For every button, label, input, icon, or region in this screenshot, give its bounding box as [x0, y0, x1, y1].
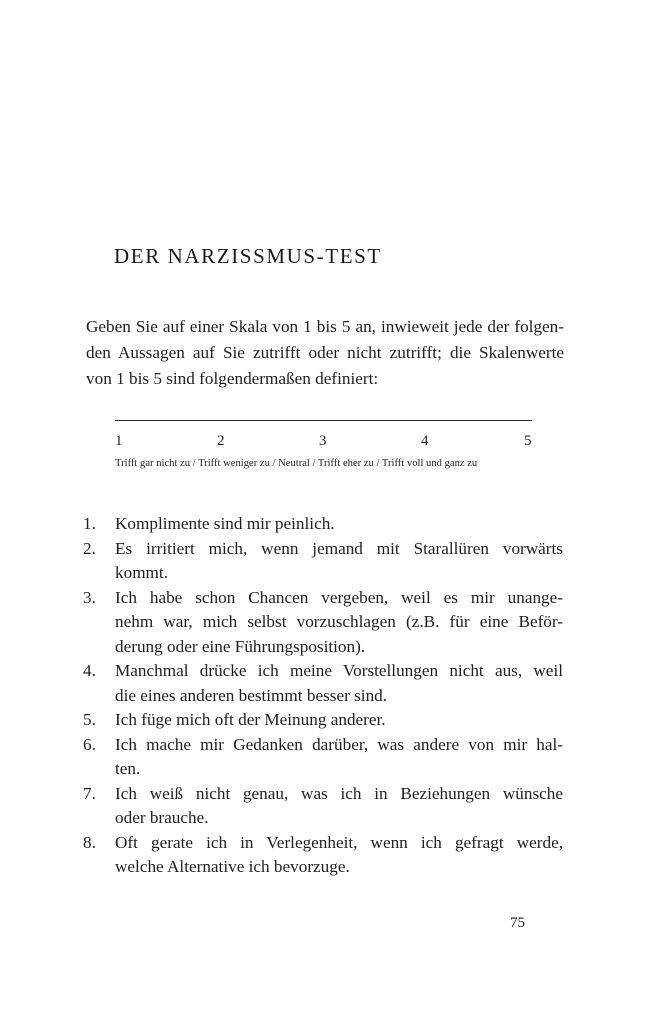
- statement-item: [83, 708, 563, 733]
- statement-text: [115, 831, 563, 880]
- intro-line: von 1 bis 5 sind folgendermaßen definiert:: [86, 369, 379, 388]
- statement-line: Ich habe schon Chancen vergeben, weil es mir unange-: [115, 587, 563, 607]
- statement-item: [83, 659, 563, 708]
- statement-number: 3.: [83, 587, 96, 607]
- statement-number: 4.: [83, 661, 96, 680]
- scale-numbers: [115, 433, 532, 455]
- scale-rule: [115, 420, 532, 421]
- statement-item: [83, 586, 563, 660]
- statement-number: 7.: [83, 783, 96, 803]
- statement-number: 2.: [83, 538, 96, 558]
- statement-line: welche Alternative ich bevorzuge.: [115, 857, 350, 876]
- statement-number: 6.: [83, 734, 96, 754]
- rating-scale: [115, 420, 532, 469]
- statement-number: 5.: [83, 710, 96, 729]
- statement-text: [115, 586, 563, 660]
- statement-line: Oft gerate ich in Verlegenheit, wenn ich gefragt werde,: [115, 832, 563, 852]
- statement-text: [115, 782, 563, 831]
- statement-line: Es irritiert mich, wenn jemand mit Starallüren vorwärts: [115, 538, 563, 558]
- page-title: DER NARZISSMUS-TEST: [114, 244, 382, 268]
- statement-line: kommt.: [115, 563, 168, 582]
- scale-number-4: 4: [421, 433, 429, 449]
- statement-item: [83, 512, 563, 537]
- statement-item: [83, 831, 563, 880]
- statement-text: [115, 708, 563, 733]
- statement-line: die eines anderen bestimmt besser sind.: [115, 685, 388, 705]
- statement-line: nehm war, mich selbst vorzuschlagen (z.B. für eine Beför-: [115, 612, 563, 631]
- statement-line: Komplimente sind mir peinlich.: [115, 514, 335, 533]
- scale-number-2: 2: [217, 433, 225, 449]
- statement-text: [115, 512, 563, 537]
- scale-number-5: 5: [524, 433, 532, 449]
- intro-line: den Aussagen auf Sie zutrifft oder nicht zutrifft; die Skalenwerte: [86, 343, 564, 362]
- statement-line: Ich füge mich oft der Meinung anderer.: [115, 710, 386, 729]
- statement-line: Ich weiß nicht genau, was ich in Beziehungen wünsche: [115, 783, 563, 803]
- statement-line: Ich mache mir Gedanken darüber, was andere von mir hal-: [115, 734, 563, 754]
- statement-line: Manchmal drücke ich meine Vorstellungen nicht aus, weil: [115, 661, 563, 680]
- statement-text: [115, 537, 563, 586]
- statement-text: [115, 659, 563, 708]
- statement-item: [83, 537, 563, 586]
- intro-paragraph: [86, 314, 564, 392]
- scale-number-3: 3: [319, 433, 327, 449]
- page-number: 75: [510, 915, 525, 931]
- statement-text: [115, 733, 563, 782]
- scale-description: Trifft gar nicht zu / Trifft weniger zu / Neutral / Trifft eher zu / Trifft voll und ganz zu: [115, 458, 478, 469]
- statement-item: [83, 782, 563, 831]
- statement-number: 8.: [83, 832, 96, 852]
- statement-line: ten.: [115, 759, 141, 778]
- statement-list: [83, 512, 563, 880]
- statement-item: [83, 733, 563, 782]
- intro-line: Geben Sie auf einer Skala von 1 bis 5 an, inwieweit jede der folgen-: [86, 317, 564, 336]
- statement-number: 1.: [83, 514, 96, 533]
- statement-line: oder brauche.: [115, 808, 209, 827]
- scale-number-1: 1: [115, 433, 123, 449]
- statement-line: derung oder eine Führungsposition).: [115, 636, 366, 656]
